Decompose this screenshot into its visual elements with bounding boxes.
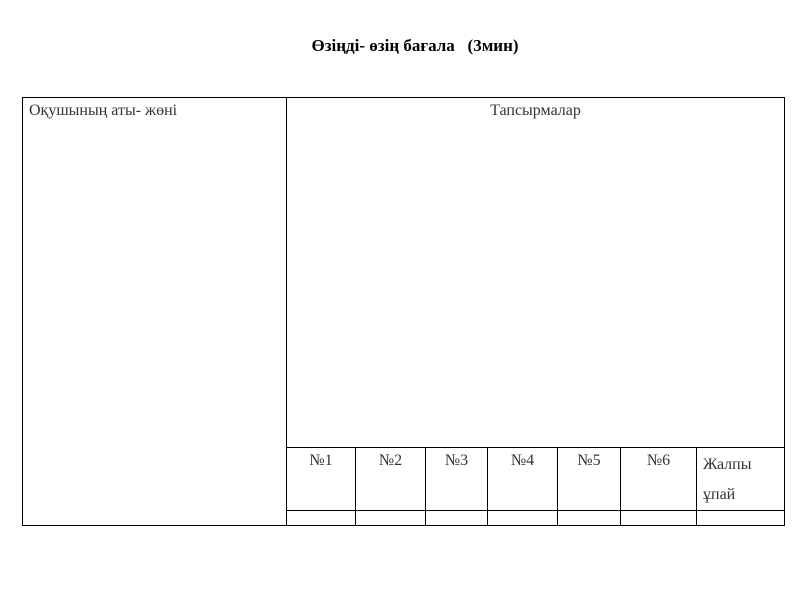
score-cell <box>621 510 697 525</box>
task-column-header: №4 <box>488 447 558 510</box>
task-column-header: №1 <box>287 447 356 510</box>
student-name-header: Оқушының аты- жөні <box>29 102 178 119</box>
score-cell <box>488 510 558 525</box>
task-column-header: №5 <box>558 447 621 510</box>
task-column-header: №3 <box>426 447 488 510</box>
self-assessment-table <box>22 97 785 526</box>
score-cell <box>426 510 488 525</box>
score-cell <box>287 510 356 525</box>
total-score-header: Жалпы ұпай <box>697 447 785 510</box>
task-column-header: №6 <box>621 447 697 510</box>
student-name-column <box>23 98 287 526</box>
score-cell <box>356 510 426 525</box>
tasks-header: Тапсырмалар <box>490 102 581 119</box>
score-cell <box>558 510 621 525</box>
page-title: Өзіңді- өзің бағала (3мин) <box>311 36 519 55</box>
tasks-header-cell <box>287 98 785 448</box>
total-score-cell <box>697 510 785 525</box>
task-column-header: №2 <box>356 447 426 510</box>
